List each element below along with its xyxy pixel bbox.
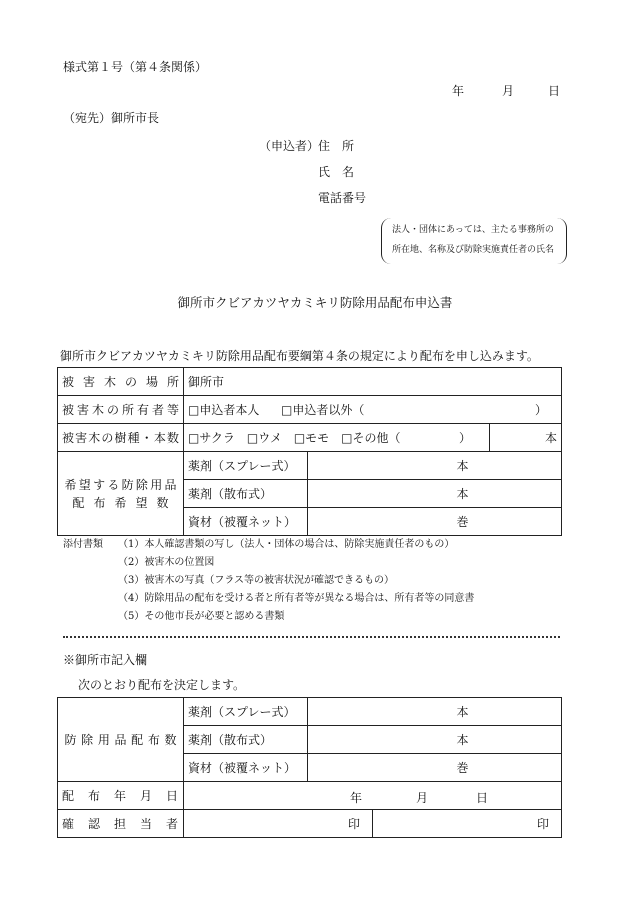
addressee: （宛先）御所市長 xyxy=(63,111,160,125)
species-count[interactable]: 本 xyxy=(490,424,562,452)
attachment-item: （2）被害木の位置図 xyxy=(118,557,215,568)
address-label: 住 所 xyxy=(318,139,355,153)
form-number: 様式第１号（第４条関係） xyxy=(63,60,208,74)
corporate-note-bracket xyxy=(381,218,567,264)
office-item-spray-label: 薬剤（スプレー式） xyxy=(184,698,308,726)
table-row xyxy=(58,452,562,480)
attachment-item: （3）被害木の写真（フラス等の被害状況が確認できるもの） xyxy=(118,575,395,586)
dist-date-month: 月 xyxy=(416,791,429,805)
item-spray-label: 薬剤（スプレー式） xyxy=(184,452,308,480)
species-checkboxes[interactable]: □サクラ □ウメ □モモ □その他（ xyxy=(188,431,401,445)
owner-label: 被害木の所有者等 xyxy=(58,396,184,424)
attachment-item: （4）防除用品の配布を受ける者と所有者等が異なる場合は、所有者等の同意書 xyxy=(118,593,475,604)
table-row xyxy=(58,396,562,424)
owner-self-checkbox[interactable]: □申込者本人 xyxy=(188,403,260,417)
table-row xyxy=(58,810,562,838)
species-options[interactable] xyxy=(184,424,490,452)
dist-date-year: 年 xyxy=(350,791,363,805)
checker-seal-2[interactable]: 印 xyxy=(373,810,562,838)
table-row xyxy=(58,368,562,396)
office-item-spray-qty[interactable]: 本 xyxy=(308,698,562,726)
attachment-item: （1）本人確認書類の写し（法人・団体の場合は、防除実施責任者のもの） xyxy=(118,539,455,550)
location-label: 被害木の場所 xyxy=(58,368,184,396)
applicant-label: （申込者） xyxy=(259,139,320,153)
dist-date-label: 配布年月日 xyxy=(58,782,184,810)
date-month: 月 xyxy=(502,84,515,98)
table-row xyxy=(58,698,562,726)
application-table xyxy=(57,367,562,536)
owner-other-checkbox[interactable]: □申込者以外（ xyxy=(281,403,365,417)
item-spread-label: 薬剤（散布式） xyxy=(184,480,308,508)
document-title: 御所市クビアカツヤカミキリ防除用品配布申込書 xyxy=(177,295,453,310)
species-close-paren: ） xyxy=(458,431,471,445)
office-item-spread-qty[interactable]: 本 xyxy=(308,726,562,754)
office-decision: 次のとおり配布を決定します。 xyxy=(78,678,246,692)
dist-date-value[interactable] xyxy=(184,782,562,810)
table-row xyxy=(58,782,562,810)
item-net-label: 資材（被覆ネット） xyxy=(184,508,308,536)
owner-close-paren: ） xyxy=(535,403,548,417)
office-item-spread-label: 薬剤（散布式） xyxy=(184,726,308,754)
desired-label xyxy=(58,452,184,536)
location-value[interactable]: 御所市 xyxy=(184,368,562,396)
corporate-note-line1: 法人・団体にあっては、主たる事務所の xyxy=(392,225,554,235)
owner-options[interactable] xyxy=(184,396,562,424)
office-item-net-label: 資材（被覆ネット） xyxy=(184,754,308,782)
phone-label: 電話番号 xyxy=(318,191,367,205)
office-table xyxy=(57,697,562,838)
checker-seal-1[interactable]: 印 xyxy=(184,810,373,838)
dist-date-day: 日 xyxy=(476,791,489,805)
dist-label: 防除用品配布数 xyxy=(58,698,184,782)
item-spray-qty[interactable]: 本 xyxy=(308,452,562,480)
date-day: 日 xyxy=(548,84,561,98)
office-item-net-qty[interactable]: 巻 xyxy=(308,754,562,782)
table-row xyxy=(58,424,562,452)
corporate-note-line2: 所在地、名称及び防除実施責任者の氏名 xyxy=(392,245,555,255)
name-label: 氏 名 xyxy=(318,165,355,179)
office-heading: ※御所市記入欄 xyxy=(63,653,148,667)
dotted-divider xyxy=(63,636,560,638)
checker-label: 確認担当者 xyxy=(58,810,184,838)
intro-text: 御所市クビアカツヤカミキリ防除用品配布要綱第４条の規定により配布を申し込みます。 xyxy=(60,349,539,363)
desired-label-line2: 配布希望数 xyxy=(72,495,169,510)
date-year: 年 xyxy=(452,84,465,98)
item-net-qty[interactable]: 巻 xyxy=(308,508,562,536)
attachment-item: （5）その他市長が必要と認める書類 xyxy=(118,611,285,622)
species-label: 被害木の樹種・本数 xyxy=(58,424,184,452)
item-spread-qty[interactable]: 本 xyxy=(308,480,562,508)
attachments-label: 添付書類 xyxy=(63,539,103,550)
desired-label-line1: 希望する防除用品 xyxy=(64,477,177,492)
